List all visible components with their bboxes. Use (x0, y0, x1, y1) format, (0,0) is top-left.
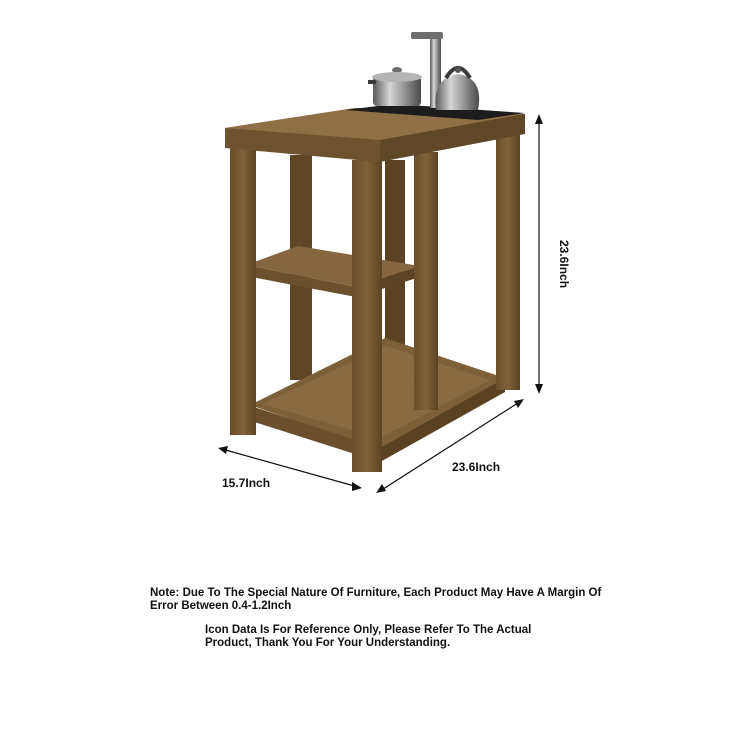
kettle-knob (455, 67, 461, 73)
arrowhead-down (535, 384, 543, 394)
front-left-leg (230, 148, 256, 435)
back-right-leg (385, 160, 405, 355)
pot-rim (372, 72, 422, 82)
back-right-outer-leg (496, 130, 520, 390)
tea-kettle-set (368, 32, 479, 110)
arrowhead-up (535, 114, 543, 124)
height-label: 23.6Inch (557, 240, 571, 289)
front-center-leg (352, 160, 382, 472)
arrowhead-right (352, 482, 362, 491)
size-note: Note: Due To The Special Nature Of Furniture, Each Product May Have A Margin Of Error Between 0.4-1.2Inch (150, 587, 602, 612)
depth-dimension (218, 446, 362, 491)
height-dimension (535, 114, 571, 394)
depth-label: 15.7Inch (222, 476, 271, 490)
arrowhead-upper (514, 399, 524, 408)
arrowhead-left (218, 446, 228, 454)
reference-note: Icon Data Is For Reference Only, Please Refer To The Actual Product, Thank You For Your Understanding. (205, 624, 532, 649)
inner-right-leg (414, 152, 438, 410)
width-label: 23.6Inch (452, 460, 501, 474)
side-table (225, 104, 525, 472)
arrowhead-lower (376, 484, 386, 493)
pot-handle (368, 80, 376, 84)
kettle-body (435, 74, 479, 110)
water-tap-arm (411, 32, 443, 39)
